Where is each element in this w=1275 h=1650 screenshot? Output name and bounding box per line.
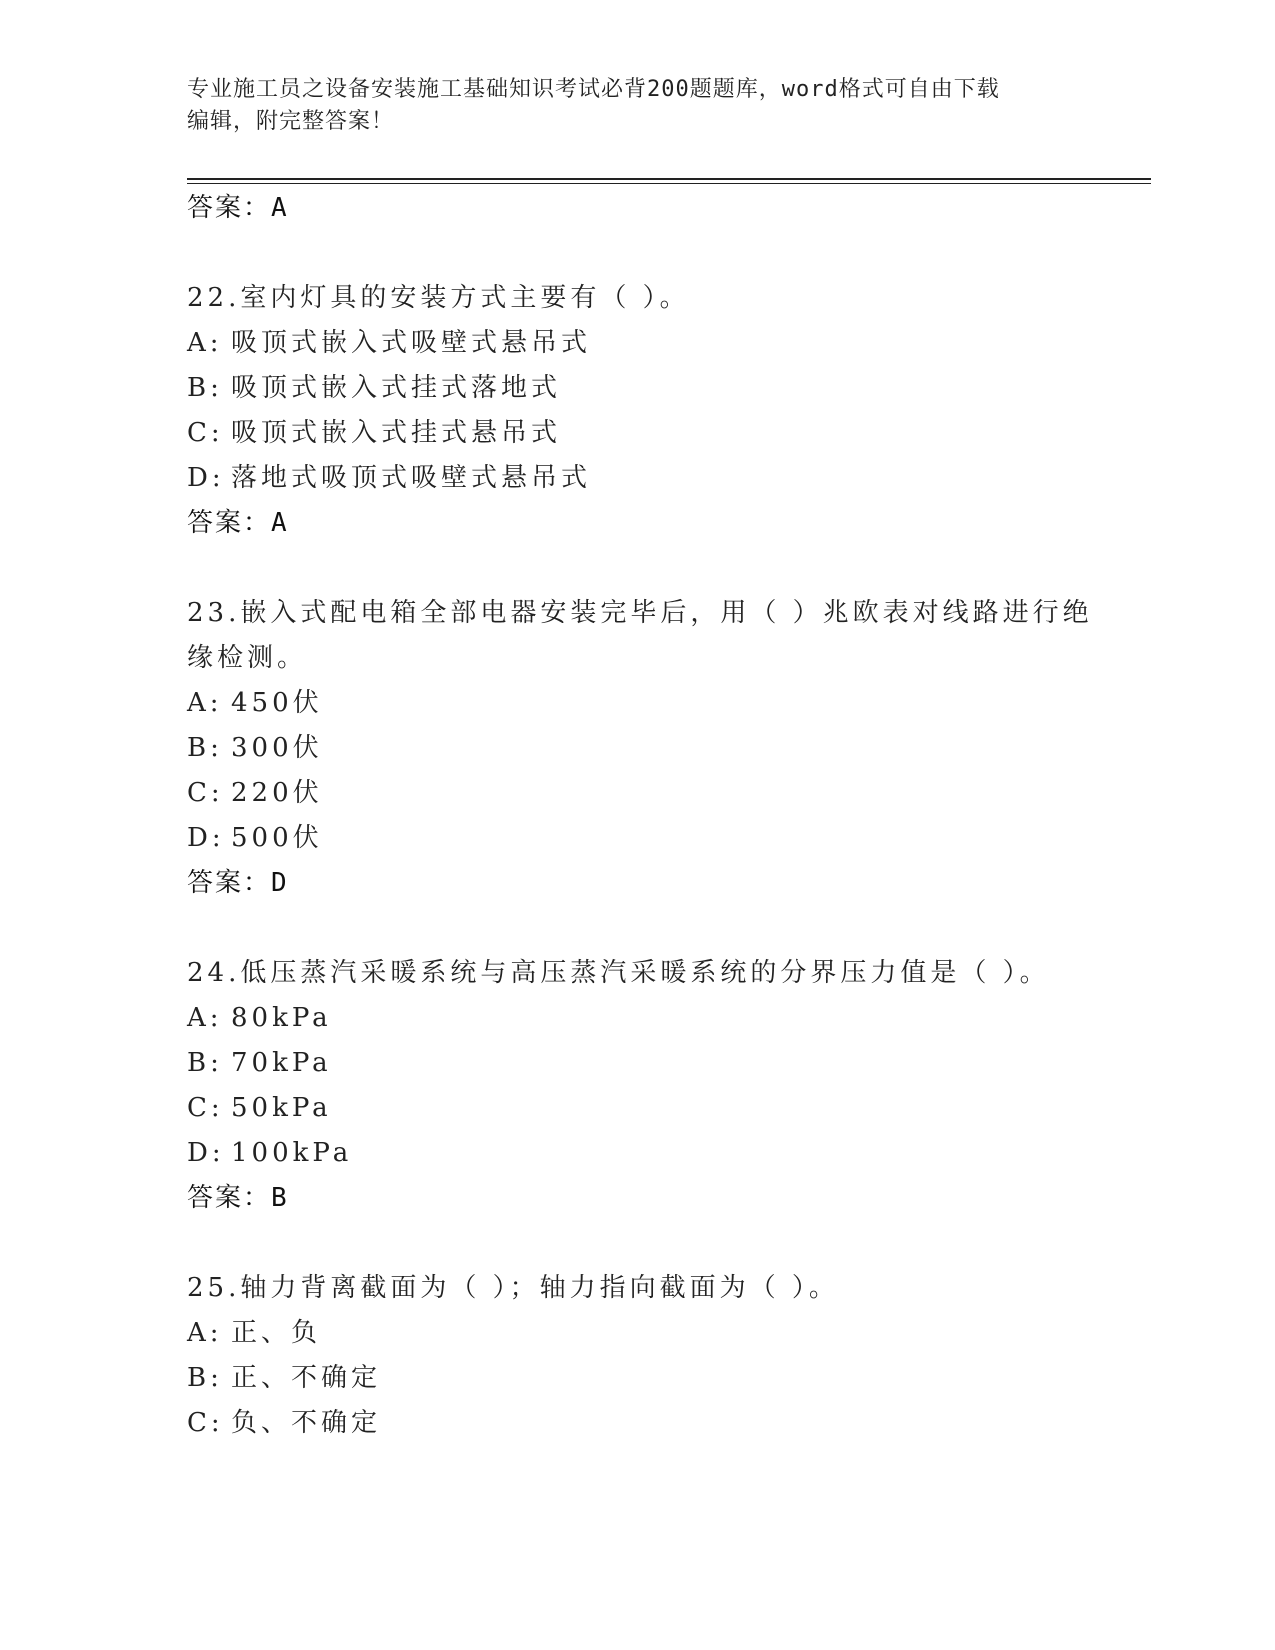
option-label: B: — [187, 373, 223, 403]
option-text: 50kPa — [231, 1093, 332, 1123]
option-text: 吸顶式嵌入式挂式悬吊式 — [231, 418, 562, 448]
option-a — [187, 685, 323, 721]
answer-line: 答案：A — [187, 508, 289, 538]
option-label: A: — [187, 1003, 223, 1033]
option-b — [187, 1045, 332, 1081]
option-d — [187, 460, 591, 496]
answer-line: 答案：A — [187, 193, 289, 223]
option-c — [187, 775, 323, 811]
option-text: 80kPa — [231, 1003, 332, 1033]
option-d — [187, 1135, 352, 1171]
option-b — [187, 730, 323, 766]
option-label: C: — [187, 1093, 224, 1123]
option-label: B: — [187, 1363, 223, 1393]
option-d — [187, 820, 323, 856]
question-stem-22: 22.室内灯具的安装方式主要有（ ）。 — [187, 283, 690, 313]
option-c — [187, 415, 561, 451]
option-text: 300伏 — [231, 733, 323, 763]
option-c — [187, 1090, 332, 1126]
option-text: 正、负 — [231, 1318, 322, 1348]
answer-line: 答案：B — [187, 1183, 289, 1213]
option-b — [187, 1360, 381, 1396]
option-label: C: — [187, 418, 224, 448]
option-label: C: — [187, 1408, 224, 1438]
option-a — [187, 325, 591, 361]
document-header — [187, 74, 1067, 138]
option-text: 落地式吸顶式吸壁式悬吊式 — [231, 463, 592, 493]
option-label: C: — [187, 778, 224, 808]
option-text: 450伏 — [231, 688, 323, 718]
question-stem-23-cont: 缘检测。 — [187, 643, 308, 673]
option-text: 负、不确定 — [231, 1408, 382, 1438]
option-text: 吸顶式嵌入式吸壁式悬吊式 — [231, 328, 592, 358]
option-b — [187, 370, 561, 406]
header-divider-thick — [187, 178, 1151, 180]
option-text: 220伏 — [231, 778, 323, 808]
option-label: B: — [187, 733, 223, 763]
option-a — [187, 1000, 332, 1036]
option-label: D: — [187, 823, 225, 853]
header-line-2: 编辑，附完整答案！ — [187, 109, 395, 134]
question-stem-23: 23.嵌入式配电箱全部电器安装完毕后，用（ ）兆欧表对线路进行绝 — [187, 598, 1093, 628]
answer-line: 答案：D — [187, 868, 289, 898]
option-label: D: — [187, 1138, 225, 1168]
option-label: D: — [187, 463, 225, 493]
option-text: 100kPa — [231, 1138, 353, 1168]
option-label: A: — [187, 328, 223, 358]
header-line-1: 专业施工员之设备安装施工基础知识考试必背200题题库，word格式可自由下载 — [187, 77, 1000, 102]
option-label: A: — [187, 688, 223, 718]
option-text: 正、不确定 — [231, 1363, 382, 1393]
option-text: 500伏 — [231, 823, 323, 853]
question-stem-24: 24.低压蒸汽采暖系统与高压蒸汽采暖系统的分界压力值是（ ）。 — [187, 958, 1050, 988]
option-c — [187, 1405, 381, 1441]
option-label: B: — [187, 1048, 223, 1078]
option-a — [187, 1315, 321, 1351]
question-stem-25: 25.轴力背离截面为（ ）；轴力指向截面为（ ）。 — [187, 1273, 839, 1303]
option-text: 70kPa — [231, 1048, 332, 1078]
option-text: 吸顶式嵌入式挂式落地式 — [231, 373, 562, 403]
header-divider-thin — [187, 183, 1151, 184]
option-label: A: — [187, 1318, 223, 1348]
